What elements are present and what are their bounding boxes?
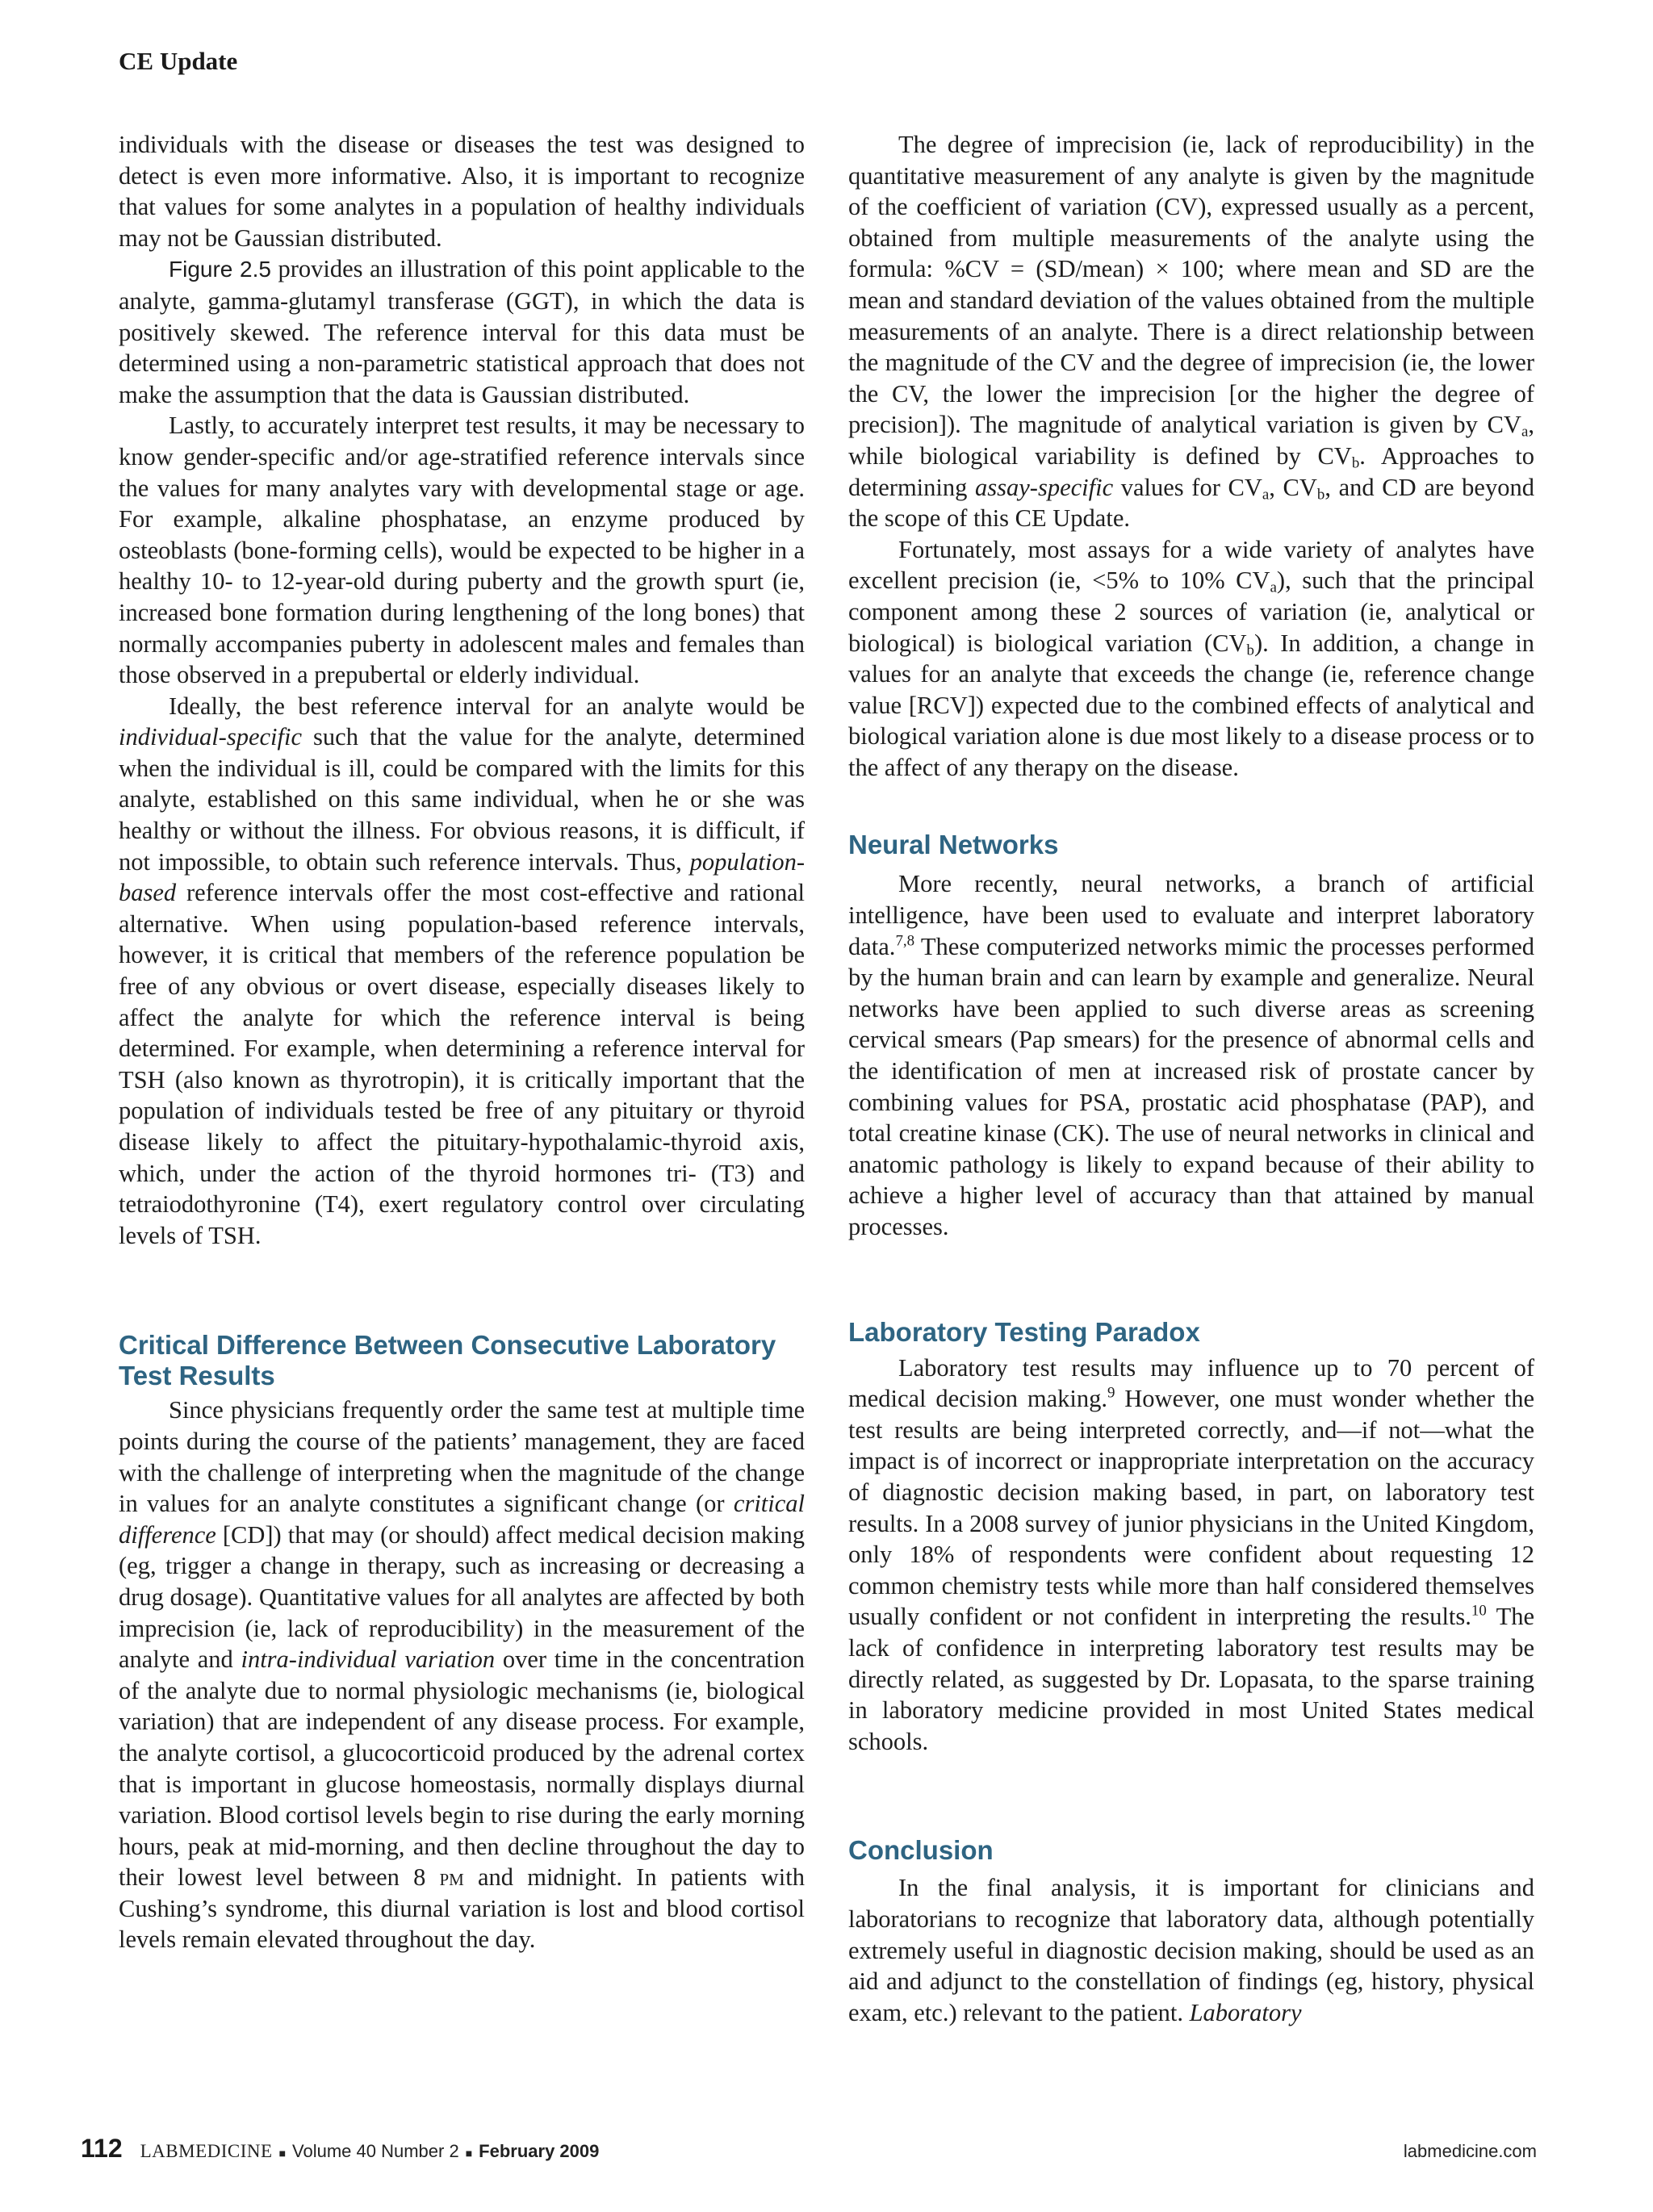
- issue-date: February 2009: [479, 2141, 600, 2161]
- paragraph: Since physicians frequently order the same test at multiple time points during the course of the patients’ management, they are faced with the challenge of interpreting when the magnitude of the change in values for an analyte constitutes a significant change (or critical difference [CD]) that may (or should) affect medical decision making (eg, trigger a change in therapy, such as increasing or decreasing a drug dosage). Quantitative values for all analytes are affected by both imprecision (ie, lack of reproducibility) in the measurement of the analyte and intra-individual variation over time in the concentration of the analyte due to normal physiologic mechanisms (ie, biological variation) that are independent of any disease process. For example, the analyte cortisol, a glucocorticoid produced by the adrenal cortex that is important in glucose homeostasis, normally displays diurnal variation. Blood cortisol levels begin to rise during the early morning hours, peak at mid-morning, and then decline throughout the day to their lowest level between 8 pm and midnight. In patients with Cushing’s syndrome, this diurnal variation is lost and blood cortisol levels remain elevated throughout the day.: [119, 1396, 805, 1954]
- figure-reference: Figure 2.5: [169, 257, 271, 282]
- square-bullet-icon: ■: [465, 2148, 473, 2160]
- journal-name: LABMEDICINE: [140, 2141, 273, 2161]
- paragraph: The degree of imprecision (ie, lack of reproducibility) in the quantitative measurement of any analyte is given by the magnitude of the coefficient of variation (CV), expressed usually as a percent, obtained from multiple measurements of the analyte using the formula: %CV = (SD/mean) × 100; where mean and SD are the mean and standard deviation of the values obtained from the multiple measurements of an analyte. There is a direct relationship between the magnitude of the CV and the degree of imprecision (ie, the lower the CV, the lower the imprecision [or the higher the degree of precision]). The magnitude of analytical variation is given by $CV_a$, while biological variability is defined by $CV_b$. Approaches to determining assay-specific values for $CV_a$, $CV_b$, and CD are beyond the scope of this CE Update.: [848, 131, 1534, 533]
- left-column: [119, 129, 805, 1955]
- paragraph: Fortunately, most assays for a wide variety of analytes have excellent precision (ie, <5% to 10% $CV_a$), such that the principal component among these 2 sources of variation (ie, analytical or biological) is biological variation $(CV_b)$. In addition, a change in values for an analyte that exceeds the change (ie, reference change value [RCV]) expected due to the combined effects of analytical and biological variation alone is due most likely to a disease process or to the affect of any therapy on the disease.: [848, 535, 1534, 781]
- section-heading-laboratory-testing-paradox: Laboratory Testing Paradox: [848, 1316, 1200, 1347]
- page-footer: [81, 2134, 1537, 2166]
- section-heading-conclusion: Conclusion: [848, 1835, 994, 1866]
- paragraph: Lastly, to accurately interpret test results, it may be necessary to know gender-specific and/or age-stratified reference intervals since the values for many analytes vary with developmental stage or age. For example, alkaline phosphatase, an enzyme produced by osteoblasts (bone-forming cells), would be expected to be higher in a healthy 10- to 12-year-old during puberty and the growth spurt (ie, increased bone formation during lengthening of the long bones) that normally accompanies puberty in adolescent males and females than those observed in a prepubertal or elderly individual.: [119, 412, 805, 689]
- section-heading-critical-difference: Critical Difference Between Consecutive Laboratory Test Results: [119, 1330, 776, 1391]
- paragraph: individuals with the disease or diseases the test was designed to detect is even more informative. Also, it is important to recognize that values for some analytes in a population of healthy individuals may not be Gaussian distributed.: [119, 131, 805, 252]
- website-link[interactable]: labmedicine.com: [1403, 2141, 1537, 2161]
- paragraph: Ideally, the best reference interval for an analyte would be individual-specific such that the value for the analyte, determined when the individual is ill, could be compared with the limits for this analyte, established on this same individual, when he or she was healthy or without the illness. For obvious reasons, it is difficult, if not impossible, to obtain such reference intervals. Thus, population-based reference intervals offer the most cost-effective and rational alternative. When using population-based reference intervals, however, it is critical that members of the reference population be free of any obvious or overt disease, especially diseases likely to affect the analyte for which the reference interval is being determined. For example, when determining a reference interval for TSH (also known as thyrotropin), it is critically important that the population of individuals tested be free of any pituitary or thyroid disease likely to affect the pituitary-hypothalamic-thyroid axis, which, under the action of the thyroid hormones tri- (T3) and tetraiodothyronine (T4), exert regulatory control over circulating levels of TSH.: [119, 692, 805, 1249]
- volume-issue: Volume 40 Number 2: [292, 2141, 459, 2161]
- paragraph: Figure 2.5 provides an illustration of this point applicable to the analyte, gamma-glutamyl transferase (GGT), in which the data is positively skewed. The reference interval for this data must be determined using a non-parametric statistical approach that does not make the assumption that the data is Gaussian distributed.: [119, 255, 805, 408]
- paragraph: More recently, neural networks, a branch of artificial intelligence, have been used to evaluate and interpret laboratory data.$^{7,8}$ These computerized networks mimic the processes performed by the human brain and can learn by example and generalize. Neural networks have been applied to such diverse areas as screening cervical smears (Pap smears) for the presence of abnormal cells and the identification of men at increased risk of prostate cancer by combining values for PSA, prostatic acid phosphatase (PAP), and total creatine kinase (CK). The use of neural networks in clinical and anatomic pathology is likely to expand because of their ability to achieve a higher level of accuracy than that attained by manual processes.: [848, 870, 1534, 1240]
- page-number: 112: [81, 2134, 123, 2163]
- right-column: [848, 129, 1534, 2028]
- paragraph: In the final analysis, it is important for clinicians and laboratorians to recognize that laboratory data, although potentially extremely useful in diagnostic decision making, should be used as an aid and adjunct to the constellation of findings (eg, history, physical exam, etc.) relevant to the patient. Laboratory: [848, 1874, 1534, 2026]
- square-bullet-icon: ■: [278, 2148, 287, 2160]
- paragraph: Laboratory test results may influence up to 70 percent of medical decision making.$^9$ However, one must wonder whether the test results are being interpreted correctly, and—if not—what the impact is of incorrect or inappropriate interpretation on the accuracy of diagnostic decision making based, in part, on laboratory test results. In a 2008 survey of junior physicians in the United Kingdom, only 18% of respondents were confident about requesting 12 common chemistry tests while more than half considered themselves usually confident or not confident in interpreting the results.$^{10}$ The lack of confidence in interpreting laboratory test results may be directly related, as suggested by Dr. Lopasata, to the sparse training in laboratory medicine provided in most United States medical schools.: [848, 1353, 1534, 1755]
- running-head: CE Update: [119, 47, 238, 75]
- section-heading-neural-networks: Neural Networks: [848, 830, 1059, 860]
